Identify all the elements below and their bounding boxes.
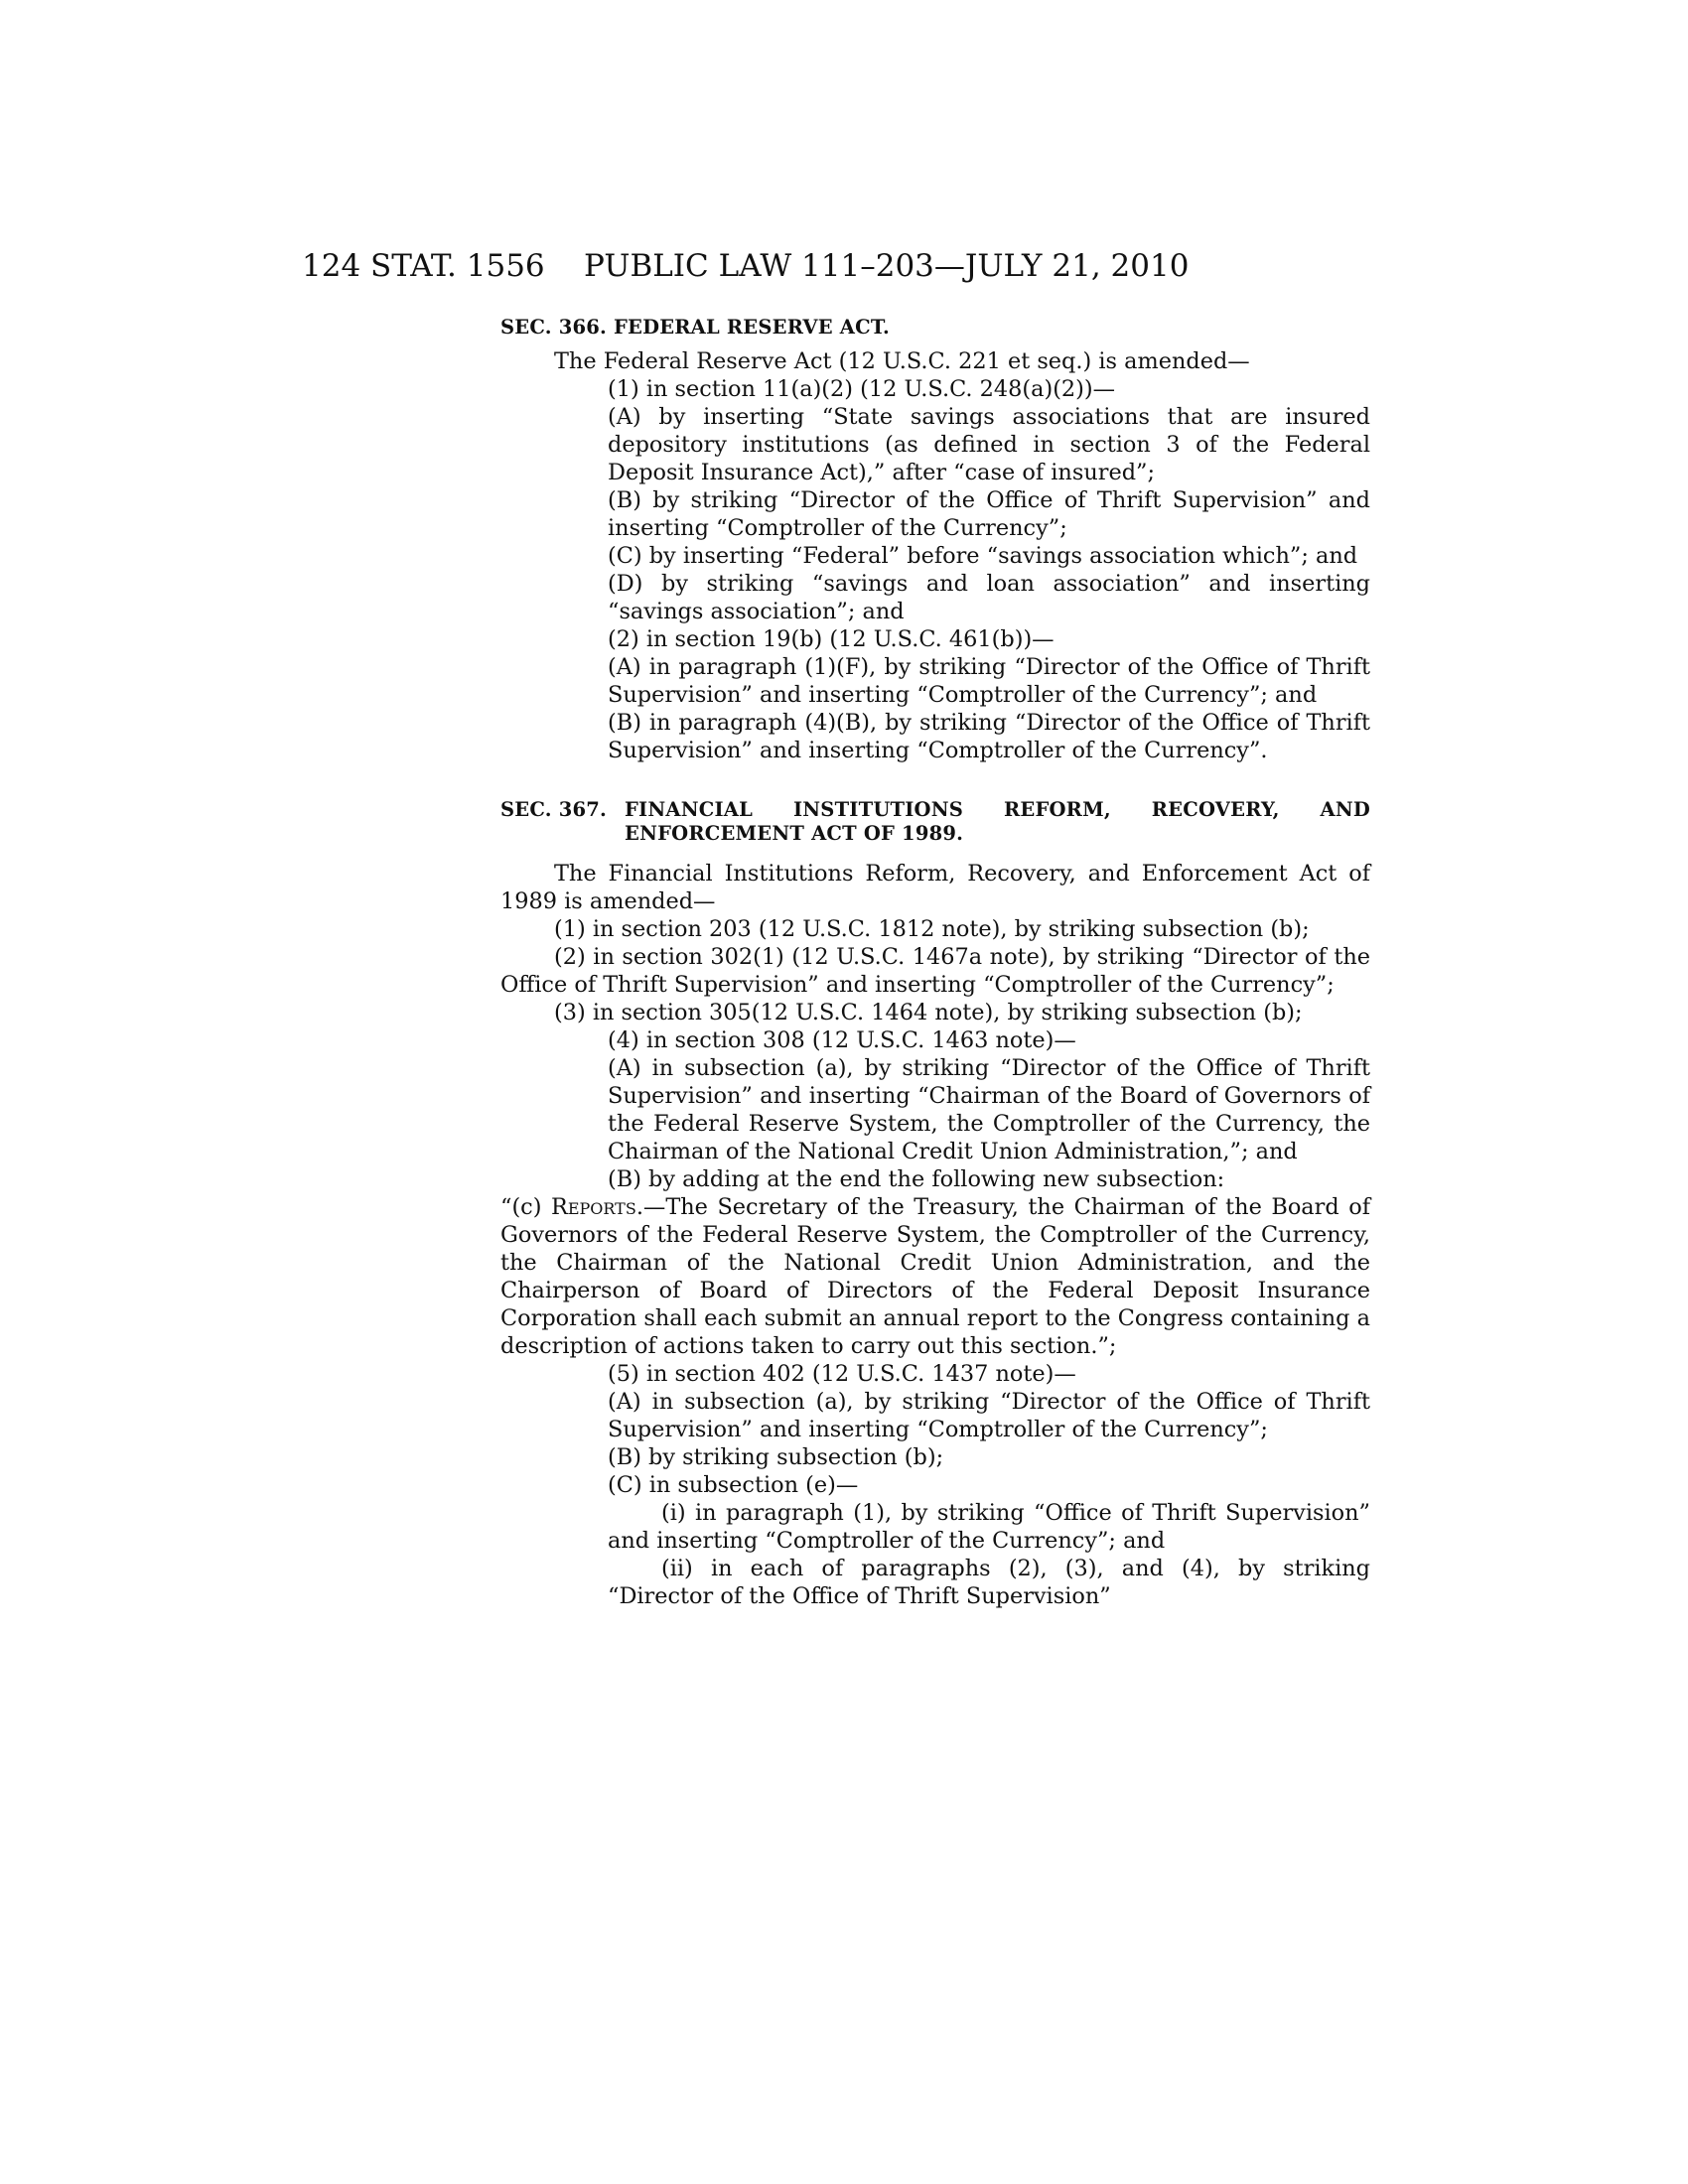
quoted-subsection-c <box>500 1193 1370 1360</box>
page-body <box>500 316 1370 1610</box>
section-366-para-1D: (D) by striking “savings and loan association” and inserting “savings association”; and <box>608 571 1370 624</box>
section-366-para-1A-text: (A) by inserting “State savings associations that are insured depository institutions (as defined in section 3 of the Federal Deposit Insurance Act),” after “case of insured”; <box>608 404 1370 485</box>
section-367-intro: The Financial Institutions Reform, Recovery, and Enforcement Act of 1989 is amended— <box>500 861 1370 914</box>
section-367-para-5Cii: (ii) in each of paragraphs (2), (3), and (4), by striking “Director of the Office of Thrift Supervision” <box>608 1556 1370 1609</box>
quoted-subsection-c-open: “(c) <box>500 1194 551 1220</box>
section-366-para-1: (1) in section 11(a)(2) (12 U.S.C. 248(a)(2))— <box>608 376 1116 402</box>
section-366-heading: SEC. 366. FEDERAL RESERVE ACT. <box>500 316 891 339</box>
section-367-para-4A: (A) in subsection (a), by striking “Director of the Office of Thrift Supervision” and inserting “Chairman of the Board of Governors of the Federal Reserve System, the Comptroller of the Currency, the Chairman of the National Credit Union Administration,”; and <box>608 1055 1370 1164</box>
section-366-para-1B: (B) by striking “Director of the Office of Thrift Supervision” and inserting “Comptroller of the Currency”; <box>608 487 1370 541</box>
statute-page-number: 124 STAT. 1556 <box>302 248 545 284</box>
section-366-para-2A: (A) in paragraph (1)(F), by striking “Director of the Office of Thrift Supervision” and inserting “Comptroller of the Currency”; and <box>608 654 1370 708</box>
section-367-label: SEC. 367. <box>500 798 607 821</box>
section-366-para-1C: (C) by inserting “Federal” before “savings association which”; and <box>608 543 1358 569</box>
section-367-para-4B: (B) by adding at the end the following new subsection: <box>608 1166 1225 1192</box>
section-367-heading <box>500 798 1370 846</box>
quoted-subsection-c-body: .—The Secretary of the Treasury, the Chairman of the Board of Governors of the Federal Reserve System, the Comptroller of the Currency, the Chairman of the National Credit Union Administration, and the Chairperson of Board of Directors of the Federal Deposit Insurance Corporation shall each submit an annual report to the Congress containing a description of actions taken to carry out this section.”; <box>500 1194 1370 1359</box>
section-367-para-5: (5) in section 402 (12 U.S.C. 1437 note)— <box>608 1361 1076 1387</box>
quoted-subsection-c-heading: Reports <box>550 1194 636 1220</box>
section-367-para-5C: (C) in subsection (e)— <box>608 1472 859 1498</box>
section-367-para-4: (4) in section 308 (12 U.S.C. 1463 note)— <box>608 1027 1076 1053</box>
section-367-para-5Ci: (i) in paragraph (1), by striking “Office of Thrift Supervision” and inserting “Comptroller of the Currency”; and <box>608 1500 1370 1554</box>
section-367-para-1: (1) in section 203 (12 U.S.C. 1812 note), by striking subsection (b); <box>554 916 1310 942</box>
section-366-intro: The Federal Reserve Act (12 U.S.C. 221 et seq.) is amended— <box>554 348 1250 374</box>
running-title: PUBLIC LAW 111–203—JULY 21, 2010 <box>584 248 1190 284</box>
section-367-para-5A: (A) in subsection (a), by striking “Director of the Office of Thrift Supervision” and inserting “Comptroller of the Currency”; <box>608 1389 1370 1442</box>
section-367-para-2: (2) in section 302(1) (12 U.S.C. 1467a note), by striking “Director of the Office of Thrift Supervision” and inserting “Comptroller of the Currency”; <box>500 944 1370 998</box>
section-366-para-2: (2) in section 19(b) (12 U.S.C. 461(b))— <box>608 626 1055 652</box>
section-366-para-2B: (B) in paragraph (4)(B), by striking “Director of the Office of Thrift Supervision” and inserting “Comptroller of the Currency”. <box>608 710 1370 763</box>
section-367-title: FINANCIAL INSTITUTIONS REFORM, RECOVERY, AND ENFORCEMENT ACT OF 1989. <box>625 798 1370 845</box>
section-367-para-3: (3) in section 305(12 U.S.C. 1464 note), by striking subsection (b); <box>554 1000 1303 1025</box>
section-367-para-5B: (B) by striking subsection (b); <box>608 1444 944 1470</box>
page-header <box>302 246 1370 286</box>
section-366-para-1A <box>500 403 1370 486</box>
